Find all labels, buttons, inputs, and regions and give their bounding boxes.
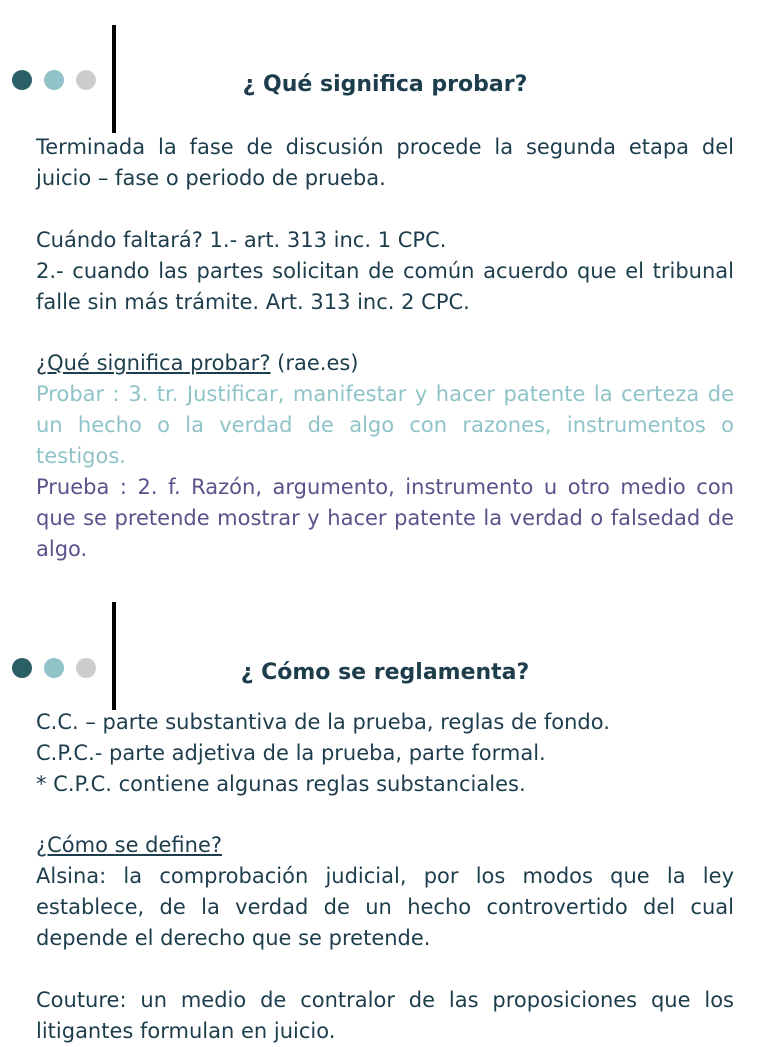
dot-light-icon <box>44 70 64 90</box>
dot-dark-icon <box>12 70 32 90</box>
cc-line: C.C. – parte substantiva de la prueba, reglas de fondo. <box>36 710 610 734</box>
dot-light-icon <box>44 658 64 678</box>
when-line-1: Cuándo faltará? 1.- art. 313 inc. 1 CPC. <box>36 228 447 252</box>
alsina-definition: Alsina: la comprobación judicial, por los modos que la ley establece, de la verdad de un hecho controvertido del cual depende el derecho que se pretende. <box>36 864 734 950</box>
definition-prueba: Prueba : 2. f. Razón, argumento, instrumento u otro medio con que se pretende mostrar y hacer patente la verdad o falsedad de algo. <box>36 475 734 561</box>
definition-source: (rae.es) <box>270 351 359 375</box>
vertical-divider <box>112 25 116 133</box>
discussion-text: Terminada la fase de discusión procede la segunda etapa del juicio – fase o periodo de prueba. <box>36 135 734 190</box>
definition-heading <box>36 348 734 379</box>
cpc-line: C.P.C.- parte adjetiva de la prueba, parte formal. <box>36 741 546 765</box>
definition-probar: Probar : 3. tr. Justificar, manifestar y hacer patente la certeza de un hecho o la verdad de algo con razones, instrumentos o testigos. <box>36 382 734 468</box>
cpc-note-line: * C.P.C. contiene algunas reglas substanciales. <box>36 772 526 796</box>
couture-definition: Couture: un medio de contralor de las proposiciones que los litigantes formulan en juicio. <box>36 988 734 1043</box>
regulation-list <box>36 707 734 800</box>
dot-gray-icon <box>76 658 96 678</box>
slide-2 <box>0 588 768 1043</box>
definition-question: ¿Qué significa probar? <box>36 351 271 375</box>
dot-dark-icon <box>12 658 32 678</box>
intro-paragraph <box>36 132 734 194</box>
vertical-divider <box>112 602 116 710</box>
dot-gray-icon <box>76 70 96 90</box>
when-line-2: 2.- cuando las partes solicitan de común acuerdo que el tribunal falle sin más trámite. Art. 313 inc. 2 CPC. <box>36 259 734 314</box>
define-heading: ¿Cómo se define? <box>36 833 223 857</box>
slide-title: ¿ Qué significa probar? <box>242 72 528 97</box>
when-paragraph <box>36 225 734 318</box>
define-section <box>36 830 734 954</box>
couture-section <box>36 985 734 1047</box>
slide-title: ¿ Cómo se reglamenta? <box>240 660 530 685</box>
definition-section <box>36 348 734 565</box>
